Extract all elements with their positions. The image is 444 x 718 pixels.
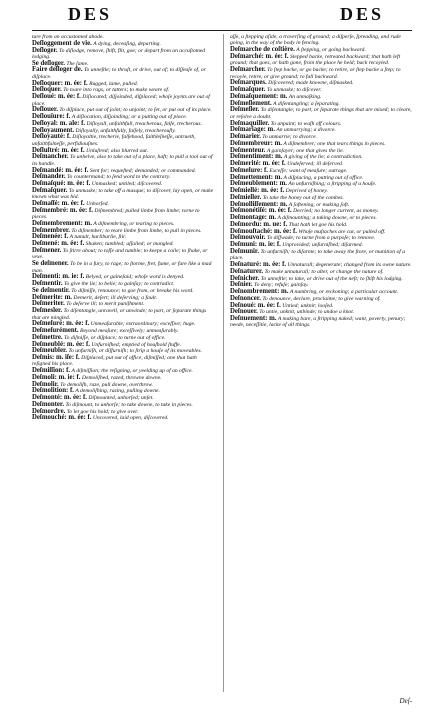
entry-definition: To untie, unknit, unbinde; to undoe a knot. xyxy=(259,309,355,316)
entry-headword: Deſnaturé: m. ée: f. xyxy=(230,261,287,269)
entry-headword: Deſmeublé: m. ée: f. xyxy=(32,340,90,348)
entry-headword: Deſlouer. xyxy=(32,106,58,114)
entry-definition: To denounce, declare, proclaime; to give warning of. xyxy=(262,295,381,302)
entry-headword: Deſmunir. xyxy=(230,247,260,255)
entry-definition: To diſmiſſe, renounce; to goe from, or breake his word. xyxy=(71,287,194,294)
entry-headword: Deſnicher. xyxy=(230,274,260,282)
entry-definition: To diſmiſſe, or diſplace; to turne out of office. xyxy=(64,334,166,341)
entry-headword: Deſloquer. xyxy=(32,86,62,94)
entry-definition: Unmasked; untiled; diſcovered. xyxy=(91,181,163,188)
entry-definition: Unhorſed. xyxy=(86,200,109,207)
entry-definition: To diſmount, to unhorſe; to take downe, to take in pieces. xyxy=(65,401,193,408)
entry-headword: Deſmaquiller. xyxy=(230,119,270,127)
entry-headword: Deſmeſlement. xyxy=(230,99,272,107)
entry-definition: To unmaske; to take off a masque; to diſcover, lay open, or make known what was hid. xyxy=(32,187,214,201)
dictionary-entry xyxy=(32,415,216,421)
entry-headword: Deſmeriter. xyxy=(32,300,65,308)
entry-definition: To unfurniſh, or diſfurniſh; to ſtrip a houſe of its moveables. xyxy=(68,348,202,355)
entry-headword: Deſloyaument. xyxy=(32,126,75,134)
entry-headword: Deſmener. xyxy=(32,246,62,254)
entry-definition: To take the honey out of the combes. xyxy=(262,194,344,201)
entry-headword: Deſmesler. xyxy=(32,307,63,315)
entry-definition: A diſmiſſion; the reſigning, or yeelding up of an office. xyxy=(71,368,193,375)
entry-headword: Deſloger. xyxy=(32,46,58,54)
entry-headword: Deſmaſquer. xyxy=(230,86,266,94)
entry-definition: To unmaske; to diſcover. xyxy=(266,87,322,94)
entry-headword: Deſmis: m. iſe: f. xyxy=(32,354,80,362)
entry-headword: Deſmentiment: m. xyxy=(230,153,283,161)
entry-definition: Untied; unknit; looſed. xyxy=(282,302,334,309)
entry-definition: A diſmembring, or tearing to pieces. xyxy=(93,220,175,227)
running-header-right: DES xyxy=(339,4,384,24)
dictionary-entry xyxy=(32,208,216,221)
entry-headword: Deſmenée: f. xyxy=(32,233,69,241)
left-column xyxy=(32,34,216,699)
entry-headword: Deſmolition: f. xyxy=(32,387,74,395)
entry-headword: Deſmettement: m. xyxy=(230,173,283,181)
dictionary-entry xyxy=(32,134,216,147)
entry-definition: The ſame. xyxy=(66,60,89,67)
entry-headword: Deſmancher. xyxy=(32,153,69,161)
entry-definition: To be in a fury, to rage; to ſtorme, fret, fume, or fare like a mad man. xyxy=(32,261,212,274)
entry-headword: Deſmené: m. ée: f. xyxy=(32,240,85,248)
entry-definition: To let goe his hold; to give over. xyxy=(66,408,139,415)
entry-definition: A tumult, hurliburlie, ſtir. xyxy=(69,234,127,241)
entry-definition: aſſe, a ſtepping aſide, a traverſing of ground; a diſperſe, ſpreading, and rude going, in the way of the body in fencing. xyxy=(230,34,401,47)
entry-headword: Deſmerite: m. xyxy=(32,293,73,301)
entry-definition: Exceſſe; want of meaſure; outrage. xyxy=(269,167,348,174)
entry-headword: Deſmander. xyxy=(32,173,66,181)
entry-headword: Deſloyal: m. ale: f. xyxy=(32,119,86,127)
entry-definition: To deſerve ill; to merit puniſhment. xyxy=(66,301,145,308)
entry-headword: Deſmentir. xyxy=(32,280,63,288)
entry-definition: Diſloyally, unfaithfully, falſely, treacherouſly. xyxy=(75,127,176,134)
column-divider xyxy=(223,34,224,692)
entry-headword: Se deſmener. xyxy=(32,260,69,268)
entry-headword: Deſmettre. xyxy=(32,333,63,341)
entry-definition: Diſmembred; pulled limbe from limbe; torne to pieces. xyxy=(32,207,200,221)
entry-definition: A numbring, or reckoning; a particular account. xyxy=(289,289,399,296)
entry-headword: Deſmarcher. xyxy=(230,66,266,74)
entry-definition: Diſplaced, put out of office, diſmiſſed; one that hath reſigned his place. xyxy=(32,355,197,368)
entry-headword: Deſmouſtaché: m. ée: f. xyxy=(230,227,297,235)
entry-headword: Deſmontage: m. xyxy=(230,214,277,222)
entry-definition: A diſentangling; a ſeparating. xyxy=(273,100,340,107)
entry-headword: Deſnouer. xyxy=(230,308,258,316)
dictionary-entry xyxy=(32,375,216,381)
entry-definition: A demoliſhing, razing, pulling downe. xyxy=(75,388,160,395)
entry-definition: Sent for; requeſted; demanded; or commanded. xyxy=(89,167,196,174)
entry-definition: To diſentangle, unravell, or unwinde; to part, or ſeparate things that are mingled. xyxy=(32,308,207,321)
entry-definition: To unhelve, also to take out of a place, haft; to pull a tool out of its handle. xyxy=(32,154,213,167)
entry-headword: Deſmeublement: m. xyxy=(230,180,288,188)
entry-headword: Deſmordu: m. ue: f. xyxy=(230,220,288,228)
entry-headword: Deſmouvoir. xyxy=(230,234,266,242)
running-header-left: DES xyxy=(68,4,113,24)
entry-headword: Deſmarche de coſtière. xyxy=(230,46,295,54)
entry-definition: A giving of the lie; a contradiction. xyxy=(283,154,363,161)
entry-definition: Stepped backe, retreated backward; that hath left ground; that goes, or hath gone, from the place he held; back recoyled. xyxy=(230,53,401,67)
entry-definition: That hath let goe his hold. xyxy=(288,221,348,228)
entry-definition: An unmaſking. xyxy=(288,93,322,100)
entry-headword: Se deſmentir. xyxy=(32,286,70,294)
entry-definition: A dying, deceaſing, departing. xyxy=(93,40,161,47)
entry-definition: ture from an accustomed abode. xyxy=(32,34,104,40)
right-column xyxy=(230,34,414,699)
entry-headword: Faire deſloger de. xyxy=(32,66,83,74)
entry-definition: To demoliſh, raze, pull downe, overthrow. xyxy=(60,381,154,388)
dictionary-entry xyxy=(32,261,216,274)
entry-definition: To ſtep backe, or go backe; to retire, or ſtep backe a ſtep; to recoyle, retire, or give ground; to fall backward. xyxy=(230,67,401,80)
entry-headword: Deſmaſquer. xyxy=(32,186,68,194)
entry-headword: Deſnier. xyxy=(230,281,253,289)
entry-definition: Diſcovered; made knowne, diſmasked. xyxy=(268,80,354,87)
entry-headword: Deſmaſqué: m. ée: f. xyxy=(32,180,91,188)
entry-definition: Unnaturall; degenerate; changed from its owne nature. xyxy=(287,262,412,269)
entry-definition: To unneſtle; to thruſt, or drive, out of; to diſſeaſe of, or diſplace. xyxy=(32,67,206,80)
entry-headword: Deſmiellé: m. ée: f. xyxy=(230,187,285,195)
entry-definition: Diſloyall, unfaithfull, treacherous, falſe, trecherous. xyxy=(86,120,202,127)
dictionary-entry xyxy=(32,48,216,61)
dictionary-entry xyxy=(230,67,414,80)
entry-definition: A ſtepping, or going backward. xyxy=(296,47,366,54)
entry-headword: Deſmeſurément. xyxy=(32,327,79,335)
entry-headword: Deſmonté: m. ée: f. xyxy=(32,394,87,402)
entry-headword: Deſmenti: m. ie: f. xyxy=(32,273,85,281)
entry-definition: Unfurniſhed; emptied of houſhold ſtuffe. xyxy=(91,341,182,348)
dictionary-entry xyxy=(230,316,414,329)
entry-definition: A diſlocation, diſjoinding; or a putting out of place. xyxy=(71,114,187,121)
entry-headword: Deſmouché: m. ée: f. xyxy=(32,414,92,422)
entry-definition: Uncovered, laid open, diſcovered. xyxy=(92,415,169,422)
entry-definition: Whoſe muſtaches are cut, or pulled off. xyxy=(298,228,386,235)
dictionary-entry xyxy=(32,154,216,167)
entry-headword: Deſmembreur: m. xyxy=(230,139,282,147)
entry-headword: Deſlouïure: f. xyxy=(32,113,71,121)
entry-headword: Deſmembré: m. ée: f. xyxy=(32,206,93,214)
entry-definition: Decried; no longer current, as money. xyxy=(293,208,379,215)
entry-definition: To deny; refuſe; gainſay. xyxy=(254,282,309,289)
dictionary-entry xyxy=(32,41,216,47)
header-rule xyxy=(32,30,412,31)
entry-definition: An unfurniſhing; a ſtripping of a houſe. xyxy=(288,181,377,188)
entry-headword: Deſmerité: m. ée: f. xyxy=(230,160,286,168)
entry-definition: A gainſayer; one that gives the lie. xyxy=(266,147,344,154)
entry-definition: To unneſtle; to take, or drive out of the neſt; to ſhift his lodging. xyxy=(260,275,403,282)
entry-headword: Deſmolir. xyxy=(32,380,59,388)
dictionary-entry xyxy=(230,107,414,120)
entry-headword: Deſmenteur. xyxy=(230,146,266,154)
entry-definition: Diſloyaltie, trecherie, falſehood, faithleſneſſe, untrueth, unfaithfulneſſe, perfidiouſnes. xyxy=(32,134,196,147)
entry-headword: Deſmandé: m. ée: f. xyxy=(32,166,89,174)
entry-headword: Deſmarché: m. ée: f. xyxy=(230,52,289,60)
entry-headword: Deſluſtré: m. ée: f. xyxy=(32,146,85,154)
entry-headword: Deſmordre. xyxy=(32,407,66,415)
entry-definition: A ſoftening, or making ſoft. xyxy=(288,201,350,208)
entry-headword: Deſmarques. xyxy=(230,79,267,87)
entry-headword: Deſmaſquement: m. xyxy=(230,92,288,100)
entry-definition: To ſtirre about; to toſſe and tumble; to keepe a coile; to ſhake, or vexe. xyxy=(32,247,208,261)
entry-headword: Deſmiſſion: f. xyxy=(32,367,71,375)
dictionary-entry xyxy=(230,34,414,47)
entry-headword: Deſloggement de vie. xyxy=(32,39,92,47)
entry-definition: A making bare, a ſtripping naked; want, poverty, penury; neede, neceſſitie, lacke of all things. xyxy=(230,316,406,329)
entry-definition: Diſmounted, unhorſed; unſet. xyxy=(88,395,154,402)
entry-headword: Deſmeſler. xyxy=(230,106,260,114)
entry-definition: To toare into rags, or tatters; to make weare of. xyxy=(63,87,170,94)
entry-headword: Deſloquer: m. ée: f. xyxy=(32,79,88,87)
entry-definition: Unmeaſurable; extraordinary; exceſſive; huge. xyxy=(90,321,196,328)
entry-definition: To unpaint; to waſh off colours. xyxy=(270,120,342,127)
entry-definition: Undeſerved; ill deſerved. xyxy=(287,161,344,168)
entry-definition: A diſmounting; a taking downe, or to pieces. xyxy=(277,215,377,222)
dictionary-entry xyxy=(230,54,414,67)
entry-headword: Se deſloger. xyxy=(32,59,65,67)
entry-headword: Deſmembrer. xyxy=(32,226,70,234)
dictionary-entry xyxy=(32,355,216,368)
entry-headword: Deſmariage: m. xyxy=(230,126,275,134)
entry-definition: To diſlodge, remove, ſhift, flit, goe; or depart from an accuſtomed lodging. xyxy=(32,47,206,60)
entry-definition: Demoliſhed, razed, throwne downe. xyxy=(81,374,162,381)
entry-definition: Rugged, lame, pulled. xyxy=(89,80,139,87)
entry-headword: Deſloué: m. ée: f. xyxy=(32,93,81,101)
catchword: Deſ- xyxy=(399,697,412,705)
entry-definition: To diſentangle; to part, or ſeparate things that are mixed; to cleare, or reſolve a doubt. xyxy=(230,107,412,120)
entry-definition: Unprovided; unfurniſhed; diſarmed. xyxy=(282,242,363,249)
entry-headword: Deſmuni: m. ie: f. xyxy=(230,241,281,249)
entry-definition: To unfurniſh; to diſarme; to take away the ſtore, or munition of a place. xyxy=(230,248,405,262)
dictionary-entry xyxy=(230,276,414,282)
entry-headword: Deſmolliſſement: m. xyxy=(230,200,288,208)
entry-definition: Diſlocated; diſjoinded, diſplaced; whoſe joynts are out of place. xyxy=(32,94,210,107)
entry-headword: Deſmonétiſé: m. ée: f. xyxy=(230,207,292,215)
entry-definition: To make unnaturall; to alter, or change the nature of. xyxy=(264,268,384,275)
entry-definition: Shaken; tumbled; aſſailed; or mangled. xyxy=(85,241,174,248)
entry-headword: Deſnoué: m. ée: f. xyxy=(230,301,281,309)
entry-headword: Deſmonter. xyxy=(32,400,65,408)
entry-headword: Deſmeſure: f. xyxy=(230,166,268,174)
dictionary-entry xyxy=(32,94,216,107)
entry-definition: Deprived of honey. xyxy=(285,188,328,195)
entry-definition: An unmarrying; a divorce. xyxy=(276,127,336,134)
entry-definition: Belyed, or gaineſaid; whoſe word is denyed. xyxy=(85,274,185,281)
entry-definition: A diſplacing, a putting out of office. xyxy=(283,174,364,181)
dictionary-entry xyxy=(230,249,414,262)
entry-definition: To diſſwade; to turne from a purpoſe; to remove. xyxy=(266,235,376,242)
entry-definition: To countermand; to ſend word to the contrary. xyxy=(66,174,171,181)
entry-headword: Deſnuement: m. xyxy=(230,315,277,323)
entry-headword: Deſmeſuré: m. ée: f. xyxy=(32,320,90,328)
entry-headword: Deſmeubler. xyxy=(32,347,68,355)
dictionary-entry xyxy=(32,308,216,321)
entry-definition: To diſmember; to teare limbe from limbe, to pull in pieces. xyxy=(71,227,202,234)
entry-headword: Deſloyauté: f. xyxy=(32,133,71,141)
dictionary-entry xyxy=(32,188,216,201)
entry-headword: Deſnombrement: m. xyxy=(230,288,289,296)
entry-definition: Demerit, deſert; ill deſerving; a fault. xyxy=(73,294,158,301)
entry-headword: Deſnaturer. xyxy=(230,267,264,275)
entry-definition: Unluſtred; also blurred out. xyxy=(86,147,149,154)
entry-headword: Deſmoli: m. ie: f. xyxy=(32,373,81,381)
entry-headword: Deſmarier. xyxy=(230,133,261,141)
entry-headword: Deſnoncer. xyxy=(230,294,261,302)
dictionary-entry xyxy=(32,67,216,80)
dictionary-entry xyxy=(32,248,216,261)
entry-definition: To diſplace, put out of joint; to unjoint; to ſet, or put out of its place. xyxy=(59,107,212,114)
entry-definition: A diſmembrer; one that tears things in pieces. xyxy=(283,140,386,147)
entry-definition: Beyond meaſure; exceſſively; unmeaſurably. xyxy=(80,328,179,335)
entry-definition: To give the lie; to belie; to gainſay; to contradict. xyxy=(63,281,175,288)
entry-headword: Deſmaſſé: m. ée: f. xyxy=(32,199,85,207)
entry-headword: Deſmieller. xyxy=(230,193,262,201)
entry-headword: Deſmembrement: m. xyxy=(32,219,92,227)
entry-definition: To unmarrie; to divorce. xyxy=(262,134,317,141)
